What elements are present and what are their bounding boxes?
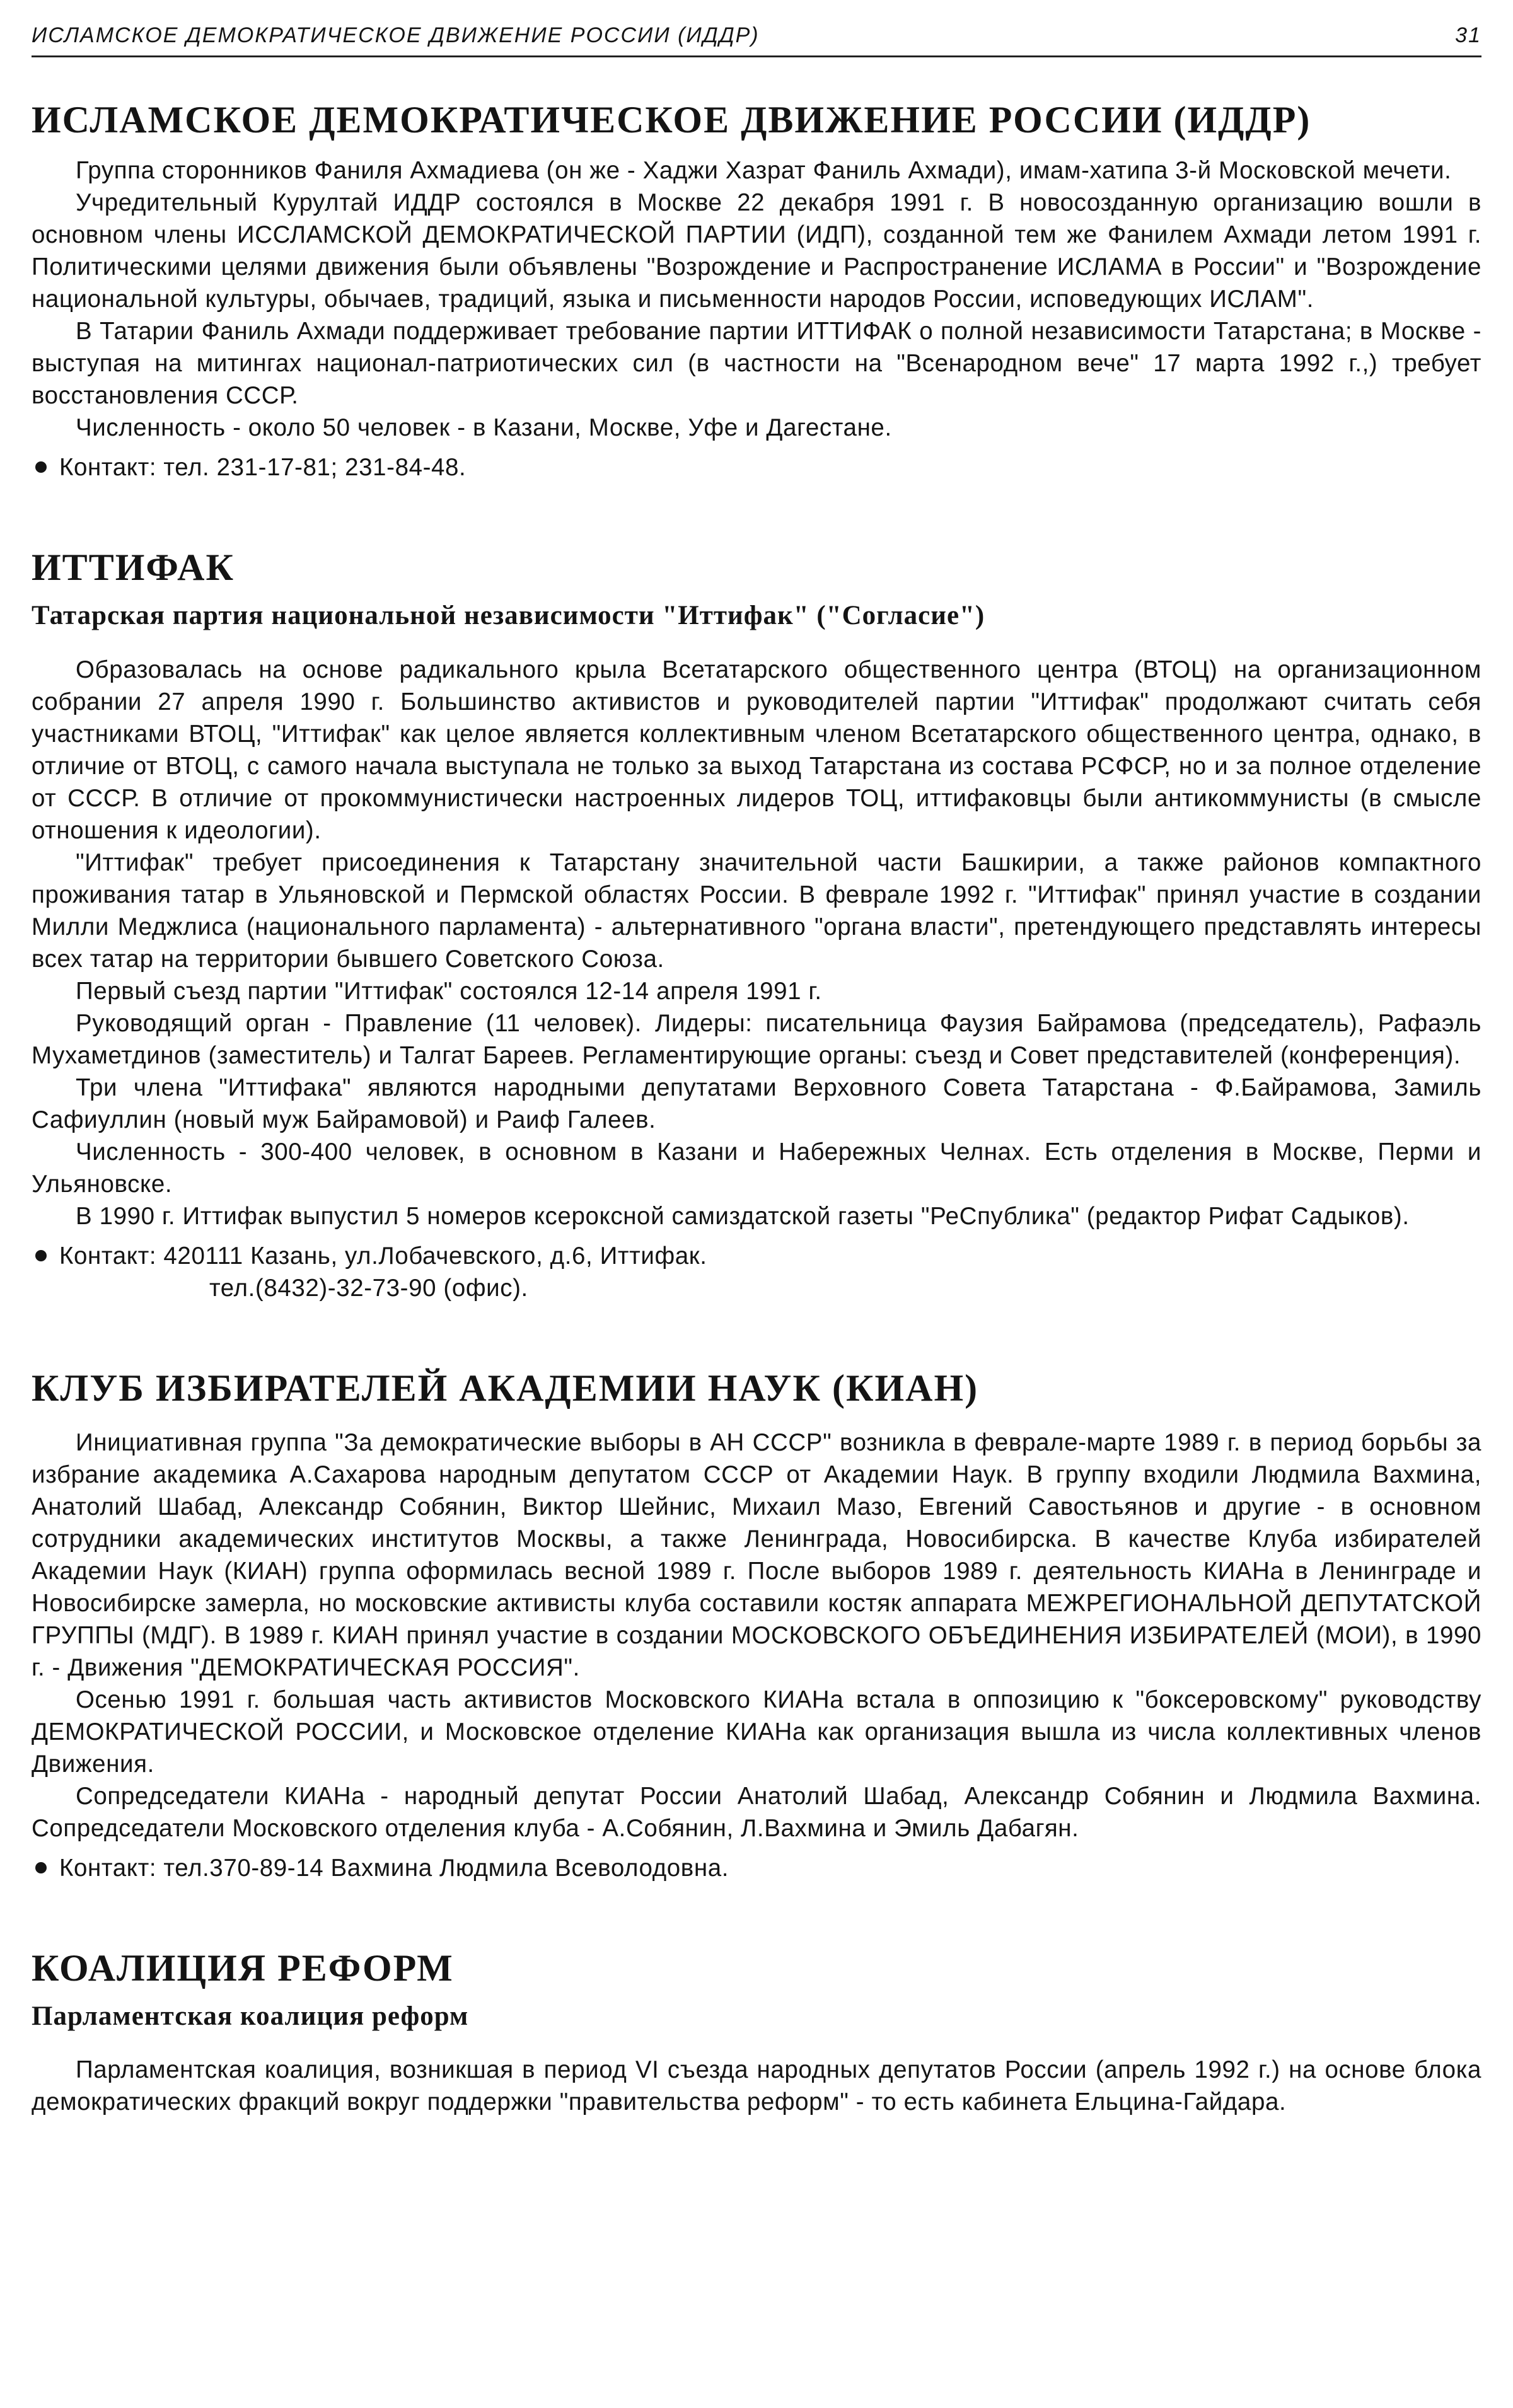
contact-block — [32, 451, 1481, 483]
paragraph: Осенью 1991 г. большая часть активистов Московского КИАНа встала в оппозицию к "боксеровскому" руководству ДЕМОКРАТИЧЕСКОЙ РОССИИ, и Московское отделение КИАНа как организация вышла из числа коллективных членов Движения. — [32, 1686, 1481, 1778]
paragraph: Руководящий орган - Правление (11 человек). Лидеры: писательница Фаузия Байрамова (председатель), Рафаэль Мухаметдинов (заместитель) и Талгат Бареев. Регламентирующие органы: съезд и Совет представителей (конференция). — [32, 1009, 1481, 1069]
section-title: ИСЛАМСКОЕ ДЕМОКРАТИЧЕСКОЕ ДВИЖЕНИЕ РОССИИ (ИДДР) — [32, 99, 1311, 141]
running-head-title: ИСЛАМСКОЕ ДЕМОКРАТИЧЕСКОЕ ДВИЖЕНИЕ РОССИИ (ИДДР) — [32, 23, 760, 47]
paragraph: Парламентская коалиция, возникшая в период VI съезда народных депутатов России (апрель 1992 г.) на основе блока демократических фракций вокруг поддержки "правительства реформ" - то есть кабинета Ельцина-Гайдара. — [32, 2056, 1481, 2116]
paragraph: В Татарии Фаниль Ахмади поддерживает требование партии ИТТИФАК о полной независимости Татарстана; в Москве - выступая на митингах национал-патриотических сил (в частности на "Всенародном вече" 17 марта 1992 г.,) требует восстановления СССР. — [32, 318, 1481, 409]
running-head — [32, 19, 1481, 57]
section-reform-coalition — [32, 1947, 1481, 2119]
section-title: КЛУБ ИЗБИРАТЕЛЕЙ АКАДЕМИИ НАУК (КИАН) — [32, 1367, 979, 1409]
section-body — [32, 1427, 1481, 1844]
paragraph: Три члена "Иттифака" являются народными депутатами Верховного Совета Татарстана - Ф.Байрамова, Замиль Сафиуллин (новый муж Байрамовой) и Раиф Галеев. — [32, 1074, 1481, 1133]
paragraph: "Иттифак" требует присоединения к Татарстану значительной части Башкирии, а также районов компактного проживания татар в Ульяновской и Пермской областях России. В феврале 1992 г. "Иттифак" принял участие в создании Милли Меджлиса (национального парламента) - альтернативного "органа власти", претендующего представлять интересы всех татар на территории бывшего Советского Союза. — [32, 848, 1481, 973]
section-title: ИТТИФАК — [32, 547, 235, 588]
paragraph: Образовалась на основе радикального крыла Всетатарского общественного центра (ВТОЦ) на организационном собрании 27 апреля 1990 г. Большинство активистов и руководителей партии "Иттифак" продолжают считать себя участниками ВТОЦ, "Иттифак" как целое является коллективным членом Всетатарского общественного центра, однако, в отличие от ВТОЦ, с самого начала выступала не только за выход Татарстана из состава РСФСР, но и за полное отделение от СССР. В отличие от прокоммунистически настроенных лидеров ТОЦ, иттифаковцы были антикоммунисты (в смысле отношения к идеологии). — [32, 656, 1481, 844]
section-iddr — [32, 99, 1481, 483]
section-kian — [32, 1367, 1481, 1884]
contact-line: тел.(8432)-32-73-90 (офис). — [209, 1274, 528, 1302]
section-body — [32, 2054, 1481, 2118]
section-title: КОАЛИЦИЯ РЕФОРМ — [32, 1947, 454, 1989]
section-ittifak — [32, 547, 1481, 1304]
paragraph: Численность - около 50 человек - в Казани, Москве, Уфе и Дагестане. — [76, 414, 892, 441]
section-body — [32, 654, 1481, 1232]
page — [32, 19, 1481, 2118]
section-body — [32, 154, 1481, 444]
contact-line: Контакт: 420111 Казань, ул.Лобачевского, д.6, Иттифак. — [59, 1242, 707, 1270]
contact-line: Контакт: тел.370-89-14 Вахмина Людмила Всеволодовна. — [59, 1854, 729, 1882]
bullet-icon — [35, 461, 47, 473]
page-number: 31 — [1455, 23, 1481, 47]
paragraph: Сопредседатели КИАНа - народный депутат России Анатолий Шабад, Александр Собянин и Людмила Вахмина. Сопредседатели Московского отделения клуба - А.Собянин, Л.Вахмина и Эмиль Дабагян. — [32, 1782, 1481, 1842]
paragraph: В 1990 г. Иттифак выпустил 5 номеров ксероксной самиздатской газеты "РеСпублика" (редактор Рифат Садыков). — [76, 1202, 1410, 1230]
bullet-icon — [35, 1250, 47, 1261]
contact-line: Контакт: тел. 231-17-81; 231-84-48. — [59, 454, 467, 481]
paragraph: Инициативная группа "За демократические выборы в АН СССР" возникла в феврале-марте 1989 г. в период борьбы за избрание академика А.Сахарова народным депутатом СССР от Академии Наук. В группу входили Людмила Вахмина, Анатолий Шабад, Александр Собянин, Виктор Шейнис, Михаил Мазо, Евгений Савостьянов и другие - в основном сотрудники академических институтов Москвы, а также Ленинграда, Новосибирска. В качестве Клуба избирателей Академии Наук (КИАН) группа оформилась весной 1989 г. После выборов 1989 г. деятельность КИАНа в Ленинграде и Новосибирске замерла, но московские активисты клуба составили костяк аппарата МЕЖРЕГИОНАЛЬНОЙ ДЕПУТАТСКОЙ ГРУППЫ (МДГ). В 1989 г. КИАН принял участие в создании МОСКОВСКОГО ОБЪЕДИНЕНИЯ ИЗБИРАТЕЛЕЙ (МОИ), в 1990 г. - Движения "ДЕМОКРАТИЧЕСКАЯ РОССИЯ". — [32, 1428, 1481, 1681]
contact-block — [32, 1852, 1481, 1884]
paragraph: Численность - 300-400 человек, в основном в Казани и Набережных Челнах. Есть отделения в Москве, Перми и Ульяновске. — [32, 1138, 1481, 1198]
section-subtitle: Парламентская коалиция реформ — [32, 2001, 469, 2031]
bullet-icon — [35, 1862, 47, 1873]
contact-block — [32, 1240, 1481, 1304]
paragraph: Группа сторонников Фаниля Ахмадиева (он же - Хаджи Хазрат Фаниль Ахмади), имам-хатипа 3-й Московской мечети. — [76, 157, 1452, 184]
paragraph: Первый съезд партии "Иттифак" состоялся 12-14 апреля 1991 г. — [76, 977, 822, 1005]
paragraph: Учредительный Курултай ИДДР состоялся в Москве 22 декабря 1991 г. В новосозданную организацию вошли в основном члены ИССЛАМСКОЙ ДЕМОКРАТИЧЕСКОЙ ПАРТИИ (ИДП), созданной тем же Фанилем Ахмади летом 1991 г. Политическими целями движения были объявлены "Возрождение и Распространение ИСЛАМА в России" и "Возрождение национальной культуры, обычаев, традиций, языка и письменности народов России, исповедующих ИСЛАМ". — [32, 189, 1481, 313]
section-subtitle: Татарская партия национальной независимости "Иттифак" ("Согласие") — [32, 601, 985, 630]
